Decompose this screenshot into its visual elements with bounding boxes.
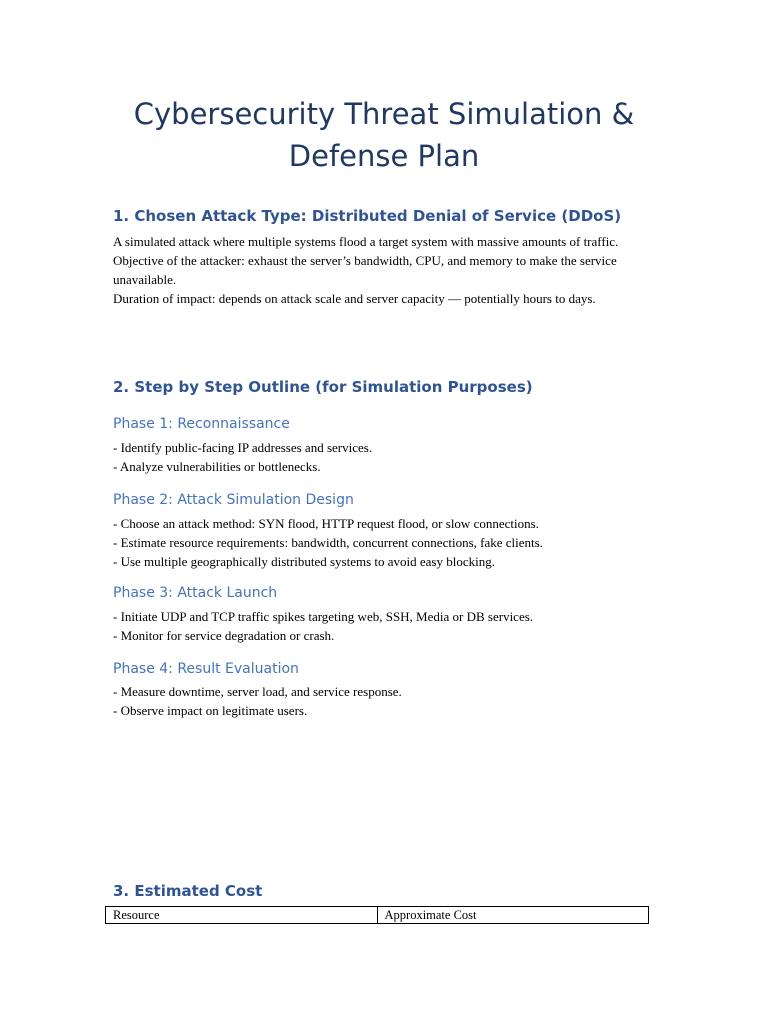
section-1-line-1: A simulated attack where multiple systems flood a target system with massive amounts of traffic.	[113, 234, 619, 249]
phase-2-heading: Phase 2: Attack Simulation Design	[113, 492, 354, 508]
section-2-heading: 2. Step by Step Outline (for Simulation Purposes)	[113, 378, 533, 396]
section-1-line-2: Objective of the attacker: exhaust the server’s bandwidth, CPU, and memory to make the service unavailable.	[113, 253, 617, 287]
list-item: - Monitor for service degradation or crash.	[113, 628, 335, 643]
table-header-approximate-cost: Approximate Cost	[377, 907, 649, 924]
document-title: Cybersecurity Threat Simulation & Defense Plan	[133, 97, 635, 173]
section-1-line-3: Duration of impact: depends on attack scale and server capacity — potentially hours to days.	[113, 291, 596, 306]
phase-1-list	[113, 438, 653, 476]
phase-2-list	[113, 514, 653, 571]
phase-4-heading: Phase 4: Result Evaluation	[113, 661, 299, 677]
list-item: - Measure downtime, server load, and service response.	[113, 684, 402, 699]
table-header-row	[106, 907, 649, 924]
list-item: - Estimate resource requirements: bandwidth, concurrent connections, fake clients.	[113, 535, 543, 550]
table-header-resource: Resource	[106, 907, 378, 924]
section-3-heading: 3. Estimated Cost	[113, 882, 263, 900]
cost-table	[105, 906, 649, 924]
list-item: - Identify public-facing IP addresses and services.	[113, 440, 373, 455]
phase-3-heading: Phase 3: Attack Launch	[113, 585, 278, 601]
phase-4-list	[113, 682, 653, 720]
list-item: - Use multiple geographically distributed systems to avoid easy blocking.	[113, 554, 495, 569]
phase-1-heading: Phase 1: Reconnaissance	[113, 416, 290, 432]
section-1-body	[113, 232, 653, 308]
list-item: - Observe impact on legitimate users.	[113, 703, 308, 718]
section-1-heading: 1. Chosen Attack Type: Distributed Denial of Service (DDoS)	[113, 207, 622, 225]
phase-3-list	[113, 607, 653, 645]
list-item: - Initiate UDP and TCP traffic spikes targeting web, SSH, Media or DB services.	[113, 609, 534, 624]
list-item: - Choose an attack method: SYN flood, HTTP request flood, or slow connections.	[113, 516, 539, 531]
list-item: - Analyze vulnerabilities or bottlenecks.	[113, 459, 321, 474]
